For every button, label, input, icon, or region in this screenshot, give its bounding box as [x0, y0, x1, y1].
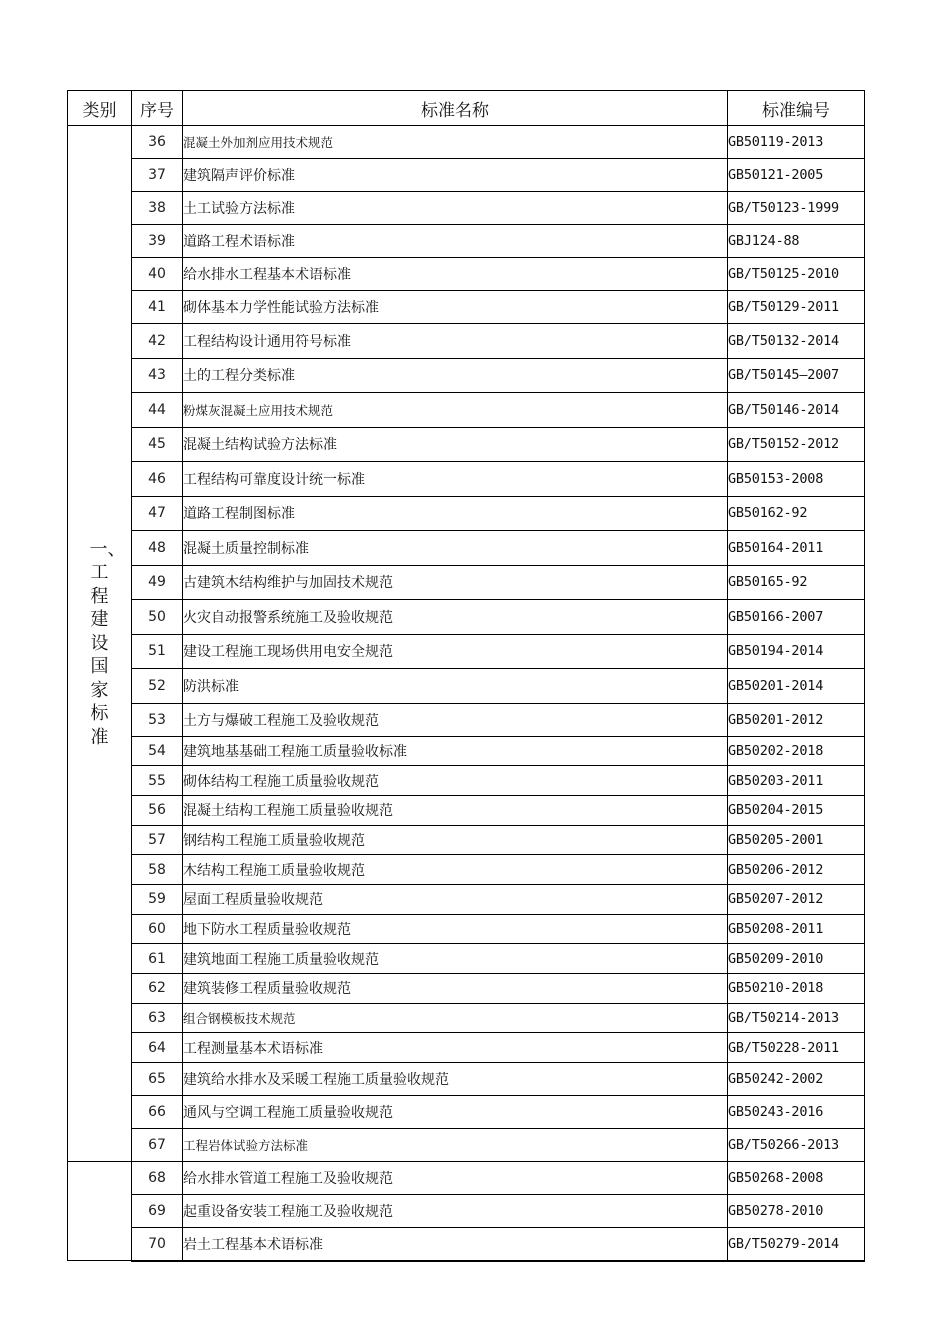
table-row	[68, 1129, 865, 1162]
standard-code: GB50210-2018	[728, 974, 865, 1004]
standard-name: 建筑给水排水及采暖工程施工质量验收规范	[183, 1063, 728, 1096]
standards-table	[67, 90, 865, 1262]
table-row	[68, 884, 865, 914]
header-number: 序号	[132, 91, 183, 126]
standard-name: 给水排水工程基本术语标准	[183, 258, 728, 291]
table-row	[68, 427, 865, 462]
table-row	[68, 795, 865, 825]
table-row	[68, 291, 865, 324]
row-number: 58	[132, 855, 183, 885]
table-row	[68, 703, 865, 736]
row-number: 65	[132, 1063, 183, 1096]
standard-name: 建筑地基基础工程施工质量验收标准	[183, 736, 728, 766]
table-row	[68, 225, 865, 258]
standard-name: 混凝土结构工程施工质量验收规范	[183, 795, 728, 825]
row-number: 49	[132, 565, 183, 600]
standard-code: GB/T50228-2011	[728, 1033, 865, 1063]
standard-code: GB50207-2012	[728, 884, 865, 914]
standard-name: 砌体结构工程施工质量验收规范	[183, 766, 728, 796]
row-number: 36	[132, 126, 183, 159]
row-number: 64	[132, 1033, 183, 1063]
table-row	[68, 192, 865, 225]
row-number: 66	[132, 1096, 183, 1129]
row-number: 50	[132, 600, 183, 635]
standard-code: GB/T50146-2014	[728, 393, 865, 428]
standard-name: 工程结构可靠度设计统一标准	[183, 462, 728, 497]
standard-name: 砌体基本力学性能试验方法标准	[183, 291, 728, 324]
row-number: 38	[132, 192, 183, 225]
table-row	[68, 126, 865, 159]
table-row	[68, 1063, 865, 1096]
standard-name: 火灾自动报警系统施工及验收规范	[183, 600, 728, 635]
row-number: 42	[132, 324, 183, 359]
header-name: 标准名称	[183, 91, 728, 126]
row-number: 48	[132, 531, 183, 566]
row-number: 61	[132, 944, 183, 974]
row-number: 56	[132, 795, 183, 825]
standard-code: GB50206-2012	[728, 855, 865, 885]
table-row	[68, 736, 865, 766]
row-number: 62	[132, 974, 183, 1004]
row-number: 51	[132, 634, 183, 669]
standard-name: 古建筑木结构维护与加固技术规范	[183, 565, 728, 600]
category-label: 一、工程建设国家标准	[89, 538, 126, 748]
standard-name: 木结构工程施工质量验收规范	[183, 855, 728, 885]
standard-name: 工程岩体试验方法标准	[183, 1129, 728, 1162]
standard-name: 土的工程分类标准	[183, 358, 728, 393]
row-number: 47	[132, 496, 183, 531]
row-number: 40	[132, 258, 183, 291]
table-row	[68, 766, 865, 796]
row-number: 52	[132, 669, 183, 704]
standard-code: GB50202-2018	[728, 736, 865, 766]
standard-code: GB50278-2010	[728, 1195, 865, 1228]
table-row	[68, 1096, 865, 1129]
header-code: 标准编号	[728, 91, 865, 126]
row-number: 69	[132, 1195, 183, 1228]
table-row	[68, 1162, 865, 1195]
standard-name: 起重设备安装工程施工及验收规范	[183, 1195, 728, 1228]
row-number: 55	[132, 766, 183, 796]
standard-name: 钢结构工程施工质量验收规范	[183, 825, 728, 855]
table-row	[68, 1033, 865, 1063]
standard-code: GB50208-2011	[728, 914, 865, 944]
standard-code: GB/T50152-2012	[728, 427, 865, 462]
standard-name: 混凝土结构试验方法标准	[183, 427, 728, 462]
table-row	[68, 358, 865, 393]
standard-code: GB/T50214-2013	[728, 1003, 865, 1033]
table-row	[68, 393, 865, 428]
standard-name: 建筑地面工程施工质量验收规范	[183, 944, 728, 974]
standard-name: 道路工程术语标准	[183, 225, 728, 258]
row-number: 57	[132, 825, 183, 855]
row-number: 60	[132, 914, 183, 944]
standard-code: GB50268-2008	[728, 1162, 865, 1195]
standard-name: 屋面工程质量验收规范	[183, 884, 728, 914]
row-number: 41	[132, 291, 183, 324]
table-row	[68, 258, 865, 291]
standard-code: GB50201-2014	[728, 669, 865, 704]
standard-name: 土工试验方法标准	[183, 192, 728, 225]
standard-name: 岩土工程基本术语标准	[183, 1228, 728, 1261]
table-row	[68, 565, 865, 600]
standard-name: 工程测量基本术语标准	[183, 1033, 728, 1063]
table-row	[68, 825, 865, 855]
row-number: 59	[132, 884, 183, 914]
table-row	[68, 669, 865, 704]
standard-code: GB50243-2016	[728, 1096, 865, 1129]
table-row	[68, 324, 865, 359]
standard-code: GB50164-2011	[728, 531, 865, 566]
row-number: 43	[132, 358, 183, 393]
standard-code: GB/T50266-2013	[728, 1129, 865, 1162]
row-number: 53	[132, 703, 183, 736]
standard-name: 建筑隔声评价标准	[183, 159, 728, 192]
table-row	[68, 600, 865, 635]
standard-name: 通风与空调工程施工质量验收规范	[183, 1096, 728, 1129]
standard-name: 混凝土质量控制标准	[183, 531, 728, 566]
standard-name: 建设工程施工现场供用电安全规范	[183, 634, 728, 669]
standard-code: GB50209-2010	[728, 944, 865, 974]
standard-code: GB50242-2002	[728, 1063, 865, 1096]
standard-code: GB/T50279-2014	[728, 1228, 865, 1261]
standard-name: 道路工程制图标准	[183, 496, 728, 531]
standard-code: GB50204-2015	[728, 795, 865, 825]
row-number: 37	[132, 159, 183, 192]
standard-code: GB/T50123-1999	[728, 192, 865, 225]
table-row	[68, 914, 865, 944]
row-number: 45	[132, 427, 183, 462]
table-row	[68, 1228, 865, 1261]
standard-code: GB/T50129-2011	[728, 291, 865, 324]
standard-name: 组合钢模板技术规范	[183, 1003, 728, 1033]
category-cell-continued	[68, 1162, 132, 1261]
standard-code: GB/T50125-2010	[728, 258, 865, 291]
standard-name: 地下防水工程质量验收规范	[183, 914, 728, 944]
standard-name: 防洪标准	[183, 669, 728, 704]
table-row	[68, 1003, 865, 1033]
standard-code: GB50162-92	[728, 496, 865, 531]
row-number: 67	[132, 1129, 183, 1162]
standard-code: GB50205-2001	[728, 825, 865, 855]
row-number: 70	[132, 1228, 183, 1261]
table-row	[68, 531, 865, 566]
category-cell	[68, 126, 132, 1162]
row-number: 39	[132, 225, 183, 258]
row-number: 68	[132, 1162, 183, 1195]
table-row	[68, 496, 865, 531]
standard-name: 土方与爆破工程施工及验收规范	[183, 703, 728, 736]
row-number: 46	[132, 462, 183, 497]
table-row	[68, 1195, 865, 1228]
standard-code: GB50153-2008	[728, 462, 865, 497]
standard-code: GB/T50145—2007	[728, 358, 865, 393]
row-number: 44	[132, 393, 183, 428]
standard-name: 给水排水管道工程施工及验收规范	[183, 1162, 728, 1195]
standard-name: 混凝土外加剂应用技术规范	[183, 126, 728, 159]
standard-code: GB50203-2011	[728, 766, 865, 796]
standard-code: GB50121-2005	[728, 159, 865, 192]
standard-code: GB50201-2012	[728, 703, 865, 736]
table-row	[68, 944, 865, 974]
standard-name: 建筑装修工程质量验收规范	[183, 974, 728, 1004]
header-row	[68, 91, 865, 126]
table-body	[68, 126, 865, 1261]
standard-code: GB50166-2007	[728, 600, 865, 635]
table-row	[68, 634, 865, 669]
table-row	[68, 974, 865, 1004]
standard-code: GB/T50132-2014	[728, 324, 865, 359]
table-row	[68, 159, 865, 192]
standard-code: GB50194-2014	[728, 634, 865, 669]
standard-code: GBJ124-88	[728, 225, 865, 258]
table-row	[68, 462, 865, 497]
table-row	[68, 855, 865, 885]
row-number: 63	[132, 1003, 183, 1033]
header-category: 类别	[68, 91, 132, 126]
standard-code: GB50119-2013	[728, 126, 865, 159]
row-number: 54	[132, 736, 183, 766]
standard-name: 粉煤灰混凝土应用技术规范	[183, 393, 728, 428]
standard-name: 工程结构设计通用符号标准	[183, 324, 728, 359]
standard-code: GB50165-92	[728, 565, 865, 600]
